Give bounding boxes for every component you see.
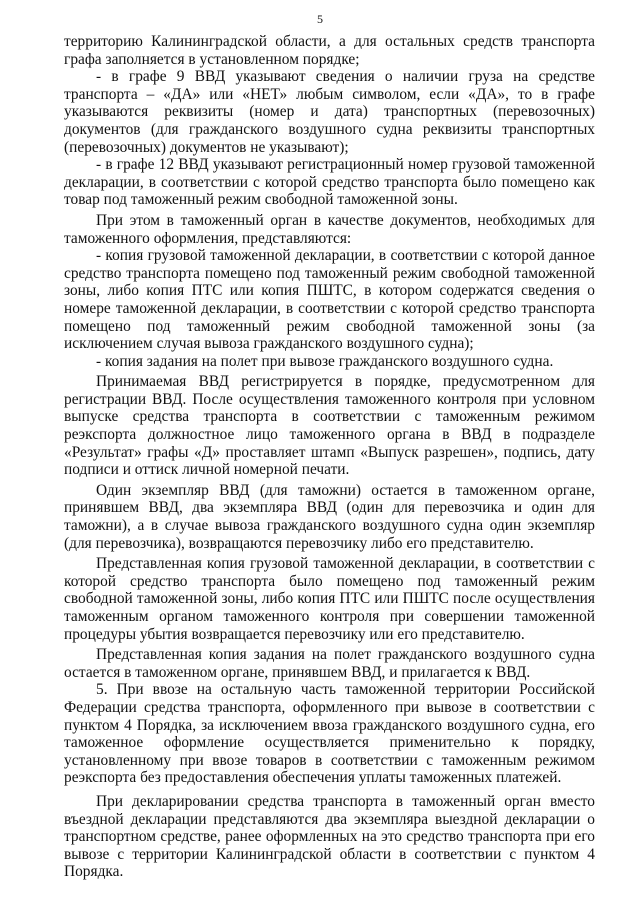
- paragraph-documents-intro: При этом в таможенный орган в качестве документов, необходимых для таможенного оформления, представляются:: [64, 211, 595, 247]
- paragraph-item-5: 5. При ввозе на остальную часть таможенной территории Российской Федерации средства транспорта, оформленного при вывозе в соответствии с пунктом 4 Порядка, за исключением ввоза гражданского воздушного судна, его таможенное оформление осуществляется применительно к порядку, установленному при ввозе товаров в соответствии с таможенным режимом реэкспорта без предоставления обеспечения уплаты таможенных платежей.: [64, 681, 595, 787]
- paragraph-return-copy: Представленная копия грузовой таможенной декларации, в соответствии с которой средство транспорта было помещено под таможенный режим свободной таможенной зоны, либо копия ПТС или ПШТС после осуществления таможенным органом таможенного контроля при совершении таможенной процедуры убытия возвращается перевозчику или его представителю.: [64, 555, 595, 643]
- paragraph-continuation: территорию Калининградской области, а для остальных средств транспорта графа заполняется в установленном порядке;: [64, 33, 595, 68]
- page-number: 5: [317, 12, 323, 26]
- paragraph-graph-9: - в графе 9 ВВД указывают сведения о наличии груза на средстве транспорта – «ДА» или «НЕТ» любым символом, если «ДА», то в графе указываются реквизиты (номер и дата) транспортных (перевозочных) документов (для гражданского воздушного судна реквизиты транспортных (перевозочных) документов не указывают);: [64, 68, 595, 156]
- paragraph-graph-12: - в графе 12 ВВД указывают регистрационный номер грузовой таможенной декларации, в соответствии с которой средство транспорта было помещено как товар под таможенный режим свободной таможенной зоны.: [64, 156, 595, 209]
- paragraph-registration: Принимаемая ВВД регистрируется в порядке, предусмотренном для регистрации ВВД. После осуществления таможенного контроля при условном выпуске средства транспорта в соответствии с таможенным режимом реэкспорта должностное лицо таможенного органа в ВВД в подразделе «Результат» графы «Д» проставляет штамп «Выпуск разрешен», подпись, дату подписи и оттиск личной номерной печати.: [64, 373, 595, 479]
- paragraph-declaring: При декларировании средства транспорта в таможенный орган вместо въездной декларации представляются два экземпляра выездной декларации о транспортном средстве, ранее оформленных на это средство транспорта при его вывозе с территории Калининградской области в соответствии с пунктом 4 Порядка.: [64, 792, 595, 881]
- paragraph-flight-task-kept: Представленная копия задания на полет гражданского воздушного судна остается в таможенном органе, принявшем ВВД, и прилагается к ВВД.: [64, 646, 595, 681]
- paragraph-flight-task-copy: - копия задания на полет при вывозе гражданского воздушного судна.: [96, 352, 554, 370]
- document-body: [64, 33, 595, 881]
- paragraph-copies: Один экземпляр ВВД (для таможни) остается в таможенном органе, принявшем ВВД, два экземпляра ВВД (один для перевозчика и один для таможни), а в случае вывоза гражданского воздушного судна один экземпляр (для перевозчика), возвращаются перевозчику либо его представителю.: [64, 481, 595, 552]
- paragraph-declaration-copy: - копия грузовой таможенной декларации, в соответствии с которой данное средство транспорта помещено под таможенный режим свободной таможенной зоны, либо копия ПТС или копия ПШТС, в котором содержатся сведения о номере таможенной декларации, в соответствии с которой средство транспорта помещено под таможенный режим свободной таможенной зоны (за исключением случая вывоза гражданского воздушного судна);: [64, 247, 595, 353]
